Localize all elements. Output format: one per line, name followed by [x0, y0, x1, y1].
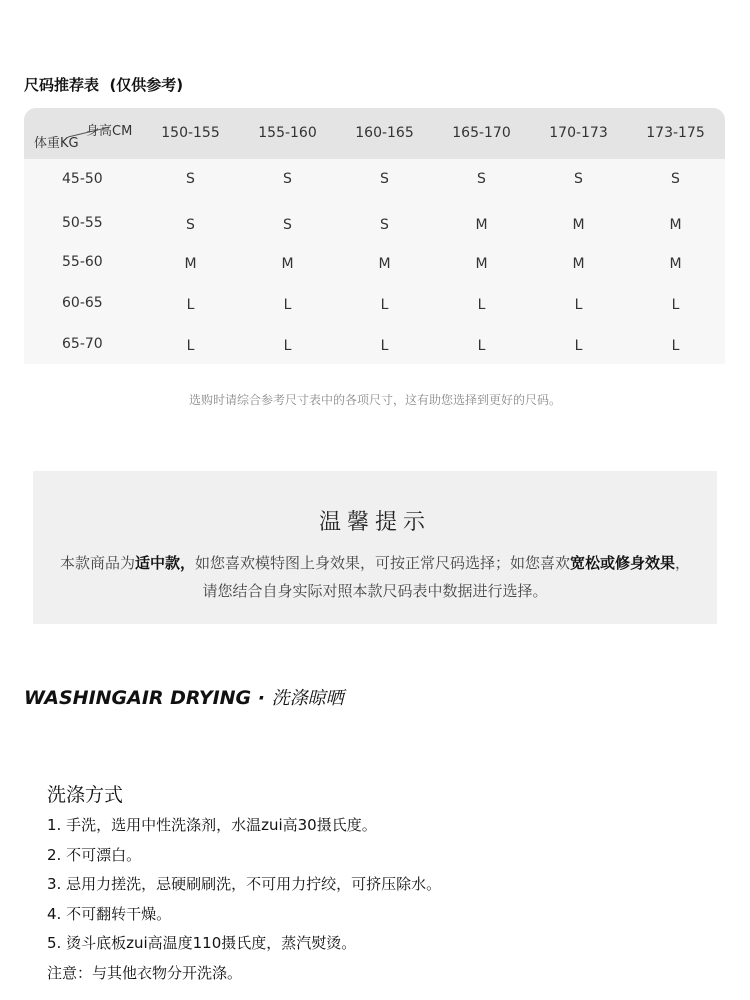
size-cell: M — [281, 256, 294, 272]
weight-range-cell: 60-65 — [62, 295, 103, 311]
washing-instruction-item: 注意：与其他衣物分开洗涤。 — [47, 963, 243, 982]
size-cell: L — [477, 338, 486, 354]
size-cell: S — [380, 171, 389, 187]
height-column-header: 165-170 — [452, 125, 511, 141]
size-cell: L — [186, 297, 195, 313]
size-cell: L — [380, 297, 389, 313]
size-chart-row — [24, 324, 725, 365]
height-axis-label: 身高CM — [86, 124, 133, 139]
size-cell: M — [669, 256, 682, 272]
size-cell: L — [671, 338, 680, 354]
tips-segment: ，请您结合自身实际对照本款尺码表中数据进行选择。 — [202, 554, 691, 600]
height-column-header: 150-155 — [161, 125, 220, 141]
size-cell: M — [669, 217, 682, 233]
size-chart-note: 选购时请综合参考尺寸表中的各项尺寸，这有助您选择到更好的尺码。 — [188, 393, 561, 407]
size-cell: M — [475, 256, 488, 272]
size-cell: L — [380, 338, 389, 354]
size-chart-row — [24, 203, 725, 244]
size-cell: L — [283, 338, 292, 354]
tips-segment: 如您喜欢模特图上身效果，可按正常尺码选择；如您喜欢 — [194, 554, 570, 572]
washing-instruction-item: 1. 手洗，选用中性洗涤剂，水温zui高30摄氏度。 — [47, 816, 377, 834]
washing-heading — [24, 684, 344, 710]
size-cell: L — [186, 338, 195, 354]
size-cell: S — [380, 217, 389, 233]
size-chart-title: 尺码推荐表 (仅供参考) — [24, 76, 184, 94]
washing-instruction-item: 4. 不可翻转干燥。 — [47, 904, 172, 923]
size-cell: S — [477, 171, 486, 187]
washing-instruction-item: 5. 烫斗底板zui高温度110摄氏度，蒸汽熨烫。 — [47, 934, 357, 953]
tips-title: 温馨提示 — [318, 510, 431, 535]
size-cell: L — [574, 338, 583, 354]
washing-heading-cn: 洗涤晾晒 — [271, 688, 344, 709]
size-cell: L — [671, 297, 680, 313]
tips-emphasis: 适中款， — [134, 554, 195, 572]
size-cell: L — [283, 297, 292, 313]
size-chart-corner-cell — [24, 108, 154, 159]
tips-segment: 本款商品为 — [59, 554, 135, 572]
height-column-header: 155-160 — [258, 125, 317, 141]
washing-instruction-item: 2. 不可漂白。 — [47, 845, 142, 864]
size-cell: M — [572, 256, 585, 272]
height-column-header: 173-175 — [646, 125, 705, 141]
tips-box — [33, 471, 717, 624]
size-chart-table — [24, 108, 725, 364]
washing-instructions-list — [47, 811, 727, 989]
height-column-header: 170-173 — [549, 125, 608, 141]
size-cell: M — [475, 217, 488, 233]
size-cell: S — [574, 171, 583, 187]
size-cell: S — [186, 217, 195, 233]
size-cell: S — [283, 171, 292, 187]
size-chart-row — [24, 283, 725, 324]
size-cell: M — [184, 256, 197, 272]
weight-range-cell: 55-60 — [62, 254, 103, 270]
size-chart-header-row — [24, 108, 725, 159]
tips-emphasis: 宽松或修身效果 — [570, 554, 676, 572]
size-cell: S — [671, 171, 680, 187]
size-cell: S — [283, 217, 292, 233]
washing-heading-en: WASHINGAIR DRYING — [24, 687, 252, 709]
washing-heading-separator: · — [251, 687, 272, 709]
size-chart-body — [24, 159, 725, 364]
size-cell: M — [378, 256, 391, 272]
size-cell: L — [477, 297, 486, 313]
tips-text — [55, 549, 695, 605]
weight-range-cell: 45-50 — [62, 171, 103, 187]
size-cell: L — [574, 297, 583, 313]
height-column-header: 160-165 — [355, 125, 414, 141]
size-chart-row — [24, 242, 725, 283]
weight-range-cell: 50-55 — [62, 215, 103, 231]
washing-instruction-item: 3. 忌用力搓洗，忌硬刷刷洗，不可用力拧绞，可挤压除水。 — [47, 875, 442, 894]
size-cell: M — [572, 217, 585, 233]
washing-method-title: 洗涤方式 — [47, 784, 124, 806]
size-chart-row — [24, 159, 725, 200]
size-cell: S — [186, 171, 195, 187]
weight-range-cell: 65-70 — [62, 336, 103, 352]
weight-axis-label: 体重KG — [34, 136, 79, 151]
